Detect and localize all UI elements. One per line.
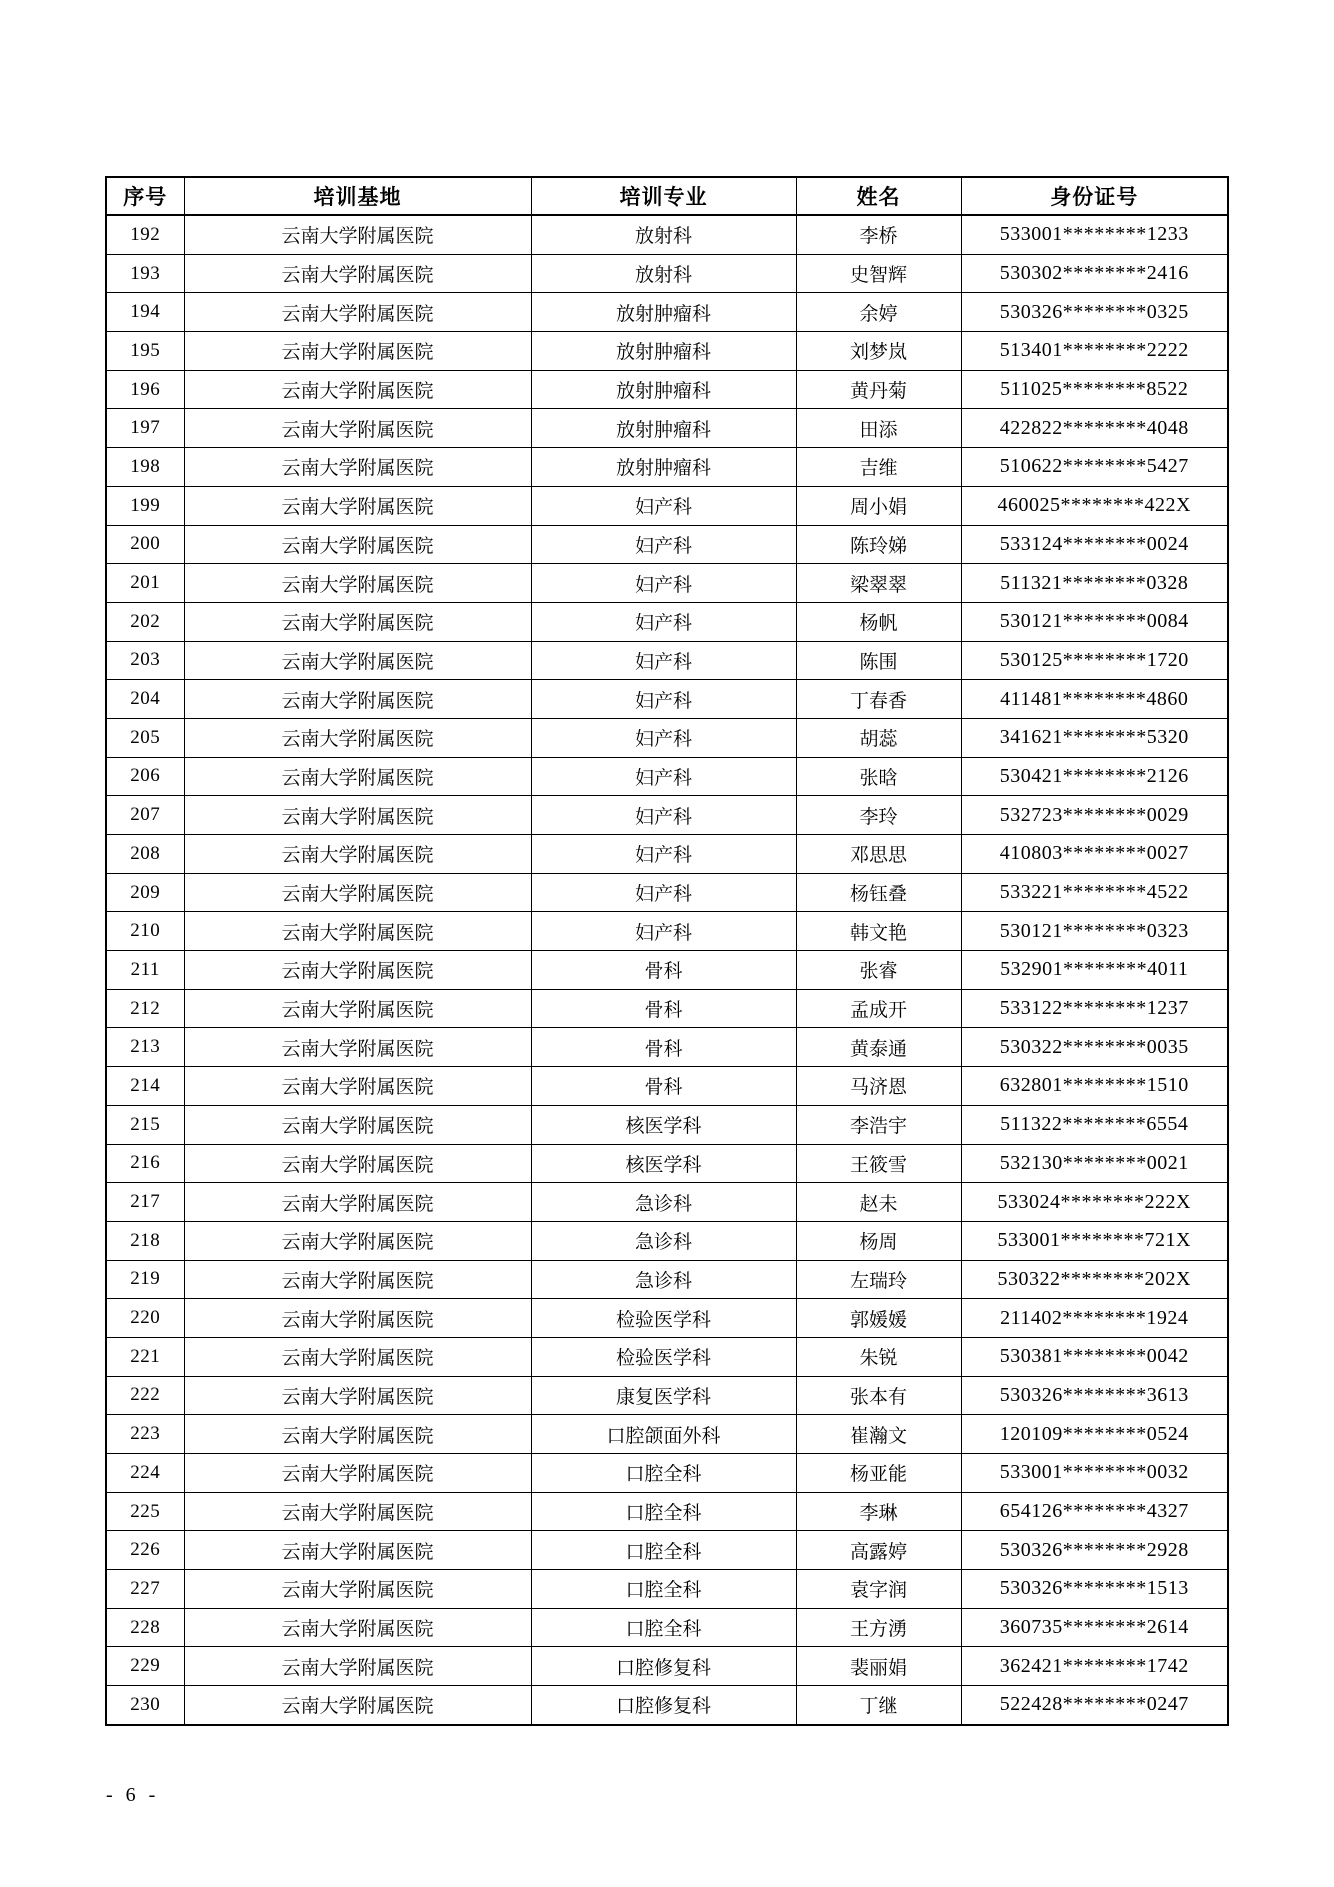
- cell-serial: 218: [106, 1221, 184, 1260]
- cell-training-base: 云南大学附属医院: [184, 912, 531, 951]
- cell-id-number: 532723********0029: [961, 796, 1228, 835]
- table-row: [106, 1570, 1228, 1609]
- cell-name: 左瑞玲: [796, 1260, 961, 1299]
- trainee-roster-table: [105, 176, 1229, 1726]
- cell-training-base: 云南大学附属医院: [184, 641, 531, 680]
- cell-name: 张晗: [796, 757, 961, 796]
- cell-name: 赵未: [796, 1183, 961, 1222]
- cell-id-number: 530421********2126: [961, 757, 1228, 796]
- cell-id-number: 530326********3613: [961, 1376, 1228, 1415]
- cell-specialty: 骨科: [531, 1067, 796, 1106]
- cell-name: 高露婷: [796, 1531, 961, 1570]
- cell-id-number: 411481********4860: [961, 680, 1228, 719]
- cell-specialty: 妇产科: [531, 835, 796, 874]
- table-row: [106, 293, 1228, 332]
- cell-specialty: 急诊科: [531, 1221, 796, 1260]
- cell-id-number: 533221********4522: [961, 873, 1228, 912]
- cell-training-base: 云南大学附属医院: [184, 1531, 531, 1570]
- table-row: [106, 1144, 1228, 1183]
- cell-name: 张睿: [796, 951, 961, 990]
- cell-id-number: 211402********1924: [961, 1299, 1228, 1338]
- cell-serial: 208: [106, 835, 184, 874]
- cell-specialty: 口腔修复科: [531, 1647, 796, 1686]
- cell-name: 王方湧: [796, 1608, 961, 1647]
- cell-specialty: 放射肿瘤科: [531, 448, 796, 487]
- cell-id-number: 632801********1510: [961, 1067, 1228, 1106]
- cell-serial: 200: [106, 525, 184, 564]
- cell-serial: 209: [106, 873, 184, 912]
- table-row: [106, 332, 1228, 371]
- cell-name: 崔瀚文: [796, 1415, 961, 1454]
- cell-name: 袁字润: [796, 1570, 961, 1609]
- cell-serial: 226: [106, 1531, 184, 1570]
- cell-name: 刘梦岚: [796, 332, 961, 371]
- cell-name: 李浩宇: [796, 1105, 961, 1144]
- cell-serial: 192: [106, 215, 184, 254]
- cell-specialty: 放射科: [531, 215, 796, 254]
- header-serial: 序号: [106, 177, 184, 215]
- cell-specialty: 妇产科: [531, 680, 796, 719]
- cell-name: 黄丹菊: [796, 370, 961, 409]
- cell-training-base: 云南大学附属医院: [184, 1608, 531, 1647]
- cell-name: 吉维: [796, 448, 961, 487]
- cell-name: 周小娟: [796, 486, 961, 525]
- cell-training-base: 云南大学附属医院: [184, 989, 531, 1028]
- cell-training-base: 云南大学附属医院: [184, 525, 531, 564]
- table-row: [106, 564, 1228, 603]
- cell-name: 陈围: [796, 641, 961, 680]
- table-row: [106, 757, 1228, 796]
- cell-name: 孟成开: [796, 989, 961, 1028]
- cell-id-number: 533001********721X: [961, 1221, 1228, 1260]
- cell-specialty: 口腔全科: [531, 1531, 796, 1570]
- table-row: [106, 254, 1228, 293]
- table-row: [106, 1608, 1228, 1647]
- table-row: [106, 641, 1228, 680]
- table-row: [106, 486, 1228, 525]
- cell-training-base: 云南大学附属医院: [184, 1221, 531, 1260]
- table-row: [106, 1299, 1228, 1338]
- cell-serial: 229: [106, 1647, 184, 1686]
- cell-id-number: 530322********0035: [961, 1028, 1228, 1067]
- cell-name: 王筱雪: [796, 1144, 961, 1183]
- cell-specialty: 口腔全科: [531, 1454, 796, 1493]
- cell-serial: 201: [106, 564, 184, 603]
- cell-name: 杨周: [796, 1221, 961, 1260]
- cell-training-base: 云南大学附属医院: [184, 215, 531, 254]
- cell-specialty: 检验医学科: [531, 1299, 796, 1338]
- table-body: [106, 215, 1228, 1725]
- cell-specialty: 检验医学科: [531, 1337, 796, 1376]
- cell-serial: 217: [106, 1183, 184, 1222]
- header-id-number: 身份证号: [961, 177, 1228, 215]
- cell-specialty: 妇产科: [531, 718, 796, 757]
- cell-name: 陈玲娣: [796, 525, 961, 564]
- cell-serial: 203: [106, 641, 184, 680]
- cell-id-number: 532130********0021: [961, 1144, 1228, 1183]
- table-row: [106, 1647, 1228, 1686]
- cell-id-number: 530302********2416: [961, 254, 1228, 293]
- cell-serial: 207: [106, 796, 184, 835]
- cell-name: 杨亚能: [796, 1454, 961, 1493]
- cell-serial: 210: [106, 912, 184, 951]
- cell-specialty: 妇产科: [531, 796, 796, 835]
- cell-id-number: 533001********0032: [961, 1454, 1228, 1493]
- cell-id-number: 422822********4048: [961, 409, 1228, 448]
- table-row: [106, 796, 1228, 835]
- cell-name: 黄泰通: [796, 1028, 961, 1067]
- cell-training-base: 云南大学附属医院: [184, 757, 531, 796]
- cell-training-base: 云南大学附属医院: [184, 951, 531, 990]
- cell-specialty: 妇产科: [531, 757, 796, 796]
- table-row: [106, 1686, 1228, 1725]
- cell-training-base: 云南大学附属医院: [184, 1376, 531, 1415]
- cell-training-base: 云南大学附属医院: [184, 680, 531, 719]
- cell-id-number: 533124********0024: [961, 525, 1228, 564]
- cell-name: 田添: [796, 409, 961, 448]
- cell-serial: 219: [106, 1260, 184, 1299]
- cell-name: 杨钰叠: [796, 873, 961, 912]
- header-training-base: 培训基地: [184, 177, 531, 215]
- table-row: [106, 1337, 1228, 1376]
- cell-training-base: 云南大学附属医院: [184, 1105, 531, 1144]
- cell-id-number: 360735********2614: [961, 1608, 1228, 1647]
- cell-name: 朱锐: [796, 1337, 961, 1376]
- cell-name: 马济恩: [796, 1067, 961, 1106]
- cell-training-base: 云南大学附属医院: [184, 1492, 531, 1531]
- table-row: [106, 1183, 1228, 1222]
- cell-training-base: 云南大学附属医院: [184, 370, 531, 409]
- cell-id-number: 460025********422X: [961, 486, 1228, 525]
- cell-specialty: 急诊科: [531, 1260, 796, 1299]
- cell-specialty: 放射肿瘤科: [531, 370, 796, 409]
- cell-training-base: 云南大学附属医院: [184, 1299, 531, 1338]
- table-row: [106, 1376, 1228, 1415]
- cell-specialty: 妇产科: [531, 602, 796, 641]
- cell-id-number: 530121********0323: [961, 912, 1228, 951]
- cell-training-base: 云南大学附属医院: [184, 796, 531, 835]
- table-row: [106, 989, 1228, 1028]
- cell-specialty: 妇产科: [531, 486, 796, 525]
- cell-serial: 196: [106, 370, 184, 409]
- cell-training-base: 云南大学附属医院: [184, 293, 531, 332]
- cell-name: 李玲: [796, 796, 961, 835]
- cell-id-number: 510622********5427: [961, 448, 1228, 487]
- cell-training-base: 云南大学附属医院: [184, 409, 531, 448]
- cell-serial: 228: [106, 1608, 184, 1647]
- table-row: [106, 912, 1228, 951]
- cell-specialty: 骨科: [531, 989, 796, 1028]
- cell-serial: 223: [106, 1415, 184, 1454]
- cell-name: 史智辉: [796, 254, 961, 293]
- table-row: [106, 370, 1228, 409]
- cell-id-number: 511322********6554: [961, 1105, 1228, 1144]
- cell-id-number: 362421********1742: [961, 1647, 1228, 1686]
- cell-specialty: 口腔修复科: [531, 1686, 796, 1725]
- table-row: [106, 525, 1228, 564]
- cell-specialty: 康复医学科: [531, 1376, 796, 1415]
- cell-serial: 206: [106, 757, 184, 796]
- header-specialty: 培训专业: [531, 177, 796, 215]
- cell-serial: 195: [106, 332, 184, 371]
- cell-id-number: 522428********0247: [961, 1686, 1228, 1725]
- cell-training-base: 云南大学附属医院: [184, 835, 531, 874]
- cell-serial: 197: [106, 409, 184, 448]
- cell-training-base: 云南大学附属医院: [184, 486, 531, 525]
- cell-serial: 227: [106, 1570, 184, 1609]
- table-header-row: [106, 177, 1228, 215]
- table-row: [106, 1415, 1228, 1454]
- cell-training-base: 云南大学附属医院: [184, 1144, 531, 1183]
- cell-training-base: 云南大学附属医院: [184, 332, 531, 371]
- cell-serial: 211: [106, 951, 184, 990]
- cell-specialty: 骨科: [531, 1028, 796, 1067]
- cell-id-number: 532901********4011: [961, 951, 1228, 990]
- cell-serial: 214: [106, 1067, 184, 1106]
- cell-specialty: 放射科: [531, 254, 796, 293]
- table-row: [106, 1260, 1228, 1299]
- table-row: [106, 1531, 1228, 1570]
- cell-serial: 199: [106, 486, 184, 525]
- cell-name: 邓思思: [796, 835, 961, 874]
- table-row: [106, 1067, 1228, 1106]
- cell-training-base: 云南大学附属医院: [184, 1337, 531, 1376]
- cell-specialty: 口腔颌面外科: [531, 1415, 796, 1454]
- cell-training-base: 云南大学附属医院: [184, 564, 531, 603]
- table-row: [106, 602, 1228, 641]
- cell-id-number: 530322********202X: [961, 1260, 1228, 1299]
- cell-training-base: 云南大学附属医院: [184, 718, 531, 757]
- cell-specialty: 放射肿瘤科: [531, 332, 796, 371]
- cell-serial: 222: [106, 1376, 184, 1415]
- cell-serial: 230: [106, 1686, 184, 1725]
- cell-specialty: 骨科: [531, 951, 796, 990]
- cell-serial: 221: [106, 1337, 184, 1376]
- cell-specialty: 口腔全科: [531, 1570, 796, 1609]
- cell-name: 郭媛媛: [796, 1299, 961, 1338]
- cell-serial: 212: [106, 989, 184, 1028]
- cell-id-number: 120109********0524: [961, 1415, 1228, 1454]
- cell-id-number: 341621********5320: [961, 718, 1228, 757]
- cell-training-base: 云南大学附属医院: [184, 1647, 531, 1686]
- cell-specialty: 妇产科: [531, 525, 796, 564]
- cell-specialty: 放射肿瘤科: [531, 293, 796, 332]
- cell-id-number: 530326********0325: [961, 293, 1228, 332]
- cell-specialty: 妇产科: [531, 641, 796, 680]
- cell-serial: 224: [106, 1454, 184, 1493]
- cell-specialty: 妇产科: [531, 912, 796, 951]
- table-row: [106, 1221, 1228, 1260]
- cell-serial: 220: [106, 1299, 184, 1338]
- cell-name: 梁翠翠: [796, 564, 961, 603]
- cell-serial: 204: [106, 680, 184, 719]
- cell-id-number: 511025********8522: [961, 370, 1228, 409]
- cell-id-number: 533122********1237: [961, 989, 1228, 1028]
- table-row: [106, 680, 1228, 719]
- cell-specialty: 核医学科: [531, 1105, 796, 1144]
- cell-id-number: 530326********2928: [961, 1531, 1228, 1570]
- cell-serial: 205: [106, 718, 184, 757]
- cell-specialty: 妇产科: [531, 873, 796, 912]
- cell-specialty: 核医学科: [531, 1144, 796, 1183]
- cell-training-base: 云南大学附属医院: [184, 1570, 531, 1609]
- table-row: [106, 1454, 1228, 1493]
- cell-training-base: 云南大学附属医院: [184, 1067, 531, 1106]
- cell-id-number: 530326********1513: [961, 1570, 1228, 1609]
- table-row: [106, 873, 1228, 912]
- cell-name: 李琳: [796, 1492, 961, 1531]
- table-row: [106, 448, 1228, 487]
- cell-id-number: 530125********1720: [961, 641, 1228, 680]
- cell-serial: 215: [106, 1105, 184, 1144]
- cell-name: 丁继: [796, 1686, 961, 1725]
- cell-name: 杨帆: [796, 602, 961, 641]
- cell-serial: 225: [106, 1492, 184, 1531]
- cell-serial: 198: [106, 448, 184, 487]
- cell-training-base: 云南大学附属医院: [184, 602, 531, 641]
- cell-name: 余婷: [796, 293, 961, 332]
- table-row: [106, 409, 1228, 448]
- cell-training-base: 云南大学附属医院: [184, 448, 531, 487]
- cell-serial: 194: [106, 293, 184, 332]
- cell-id-number: 513401********2222: [961, 332, 1228, 371]
- cell-training-base: 云南大学附属医院: [184, 873, 531, 912]
- page-number: - 6 -: [106, 1784, 160, 1806]
- cell-serial: 213: [106, 1028, 184, 1067]
- table-row: [106, 835, 1228, 874]
- cell-training-base: 云南大学附属医院: [184, 1028, 531, 1067]
- cell-training-base: 云南大学附属医院: [184, 1454, 531, 1493]
- cell-id-number: 530121********0084: [961, 602, 1228, 641]
- cell-name: 张本有: [796, 1376, 961, 1415]
- table-row: [106, 718, 1228, 757]
- cell-id-number: 533024********222X: [961, 1183, 1228, 1222]
- table-row: [106, 215, 1228, 254]
- cell-training-base: 云南大学附属医院: [184, 1260, 531, 1299]
- cell-id-number: 533001********1233: [961, 215, 1228, 254]
- cell-name: 李桥: [796, 215, 961, 254]
- cell-serial: 193: [106, 254, 184, 293]
- cell-serial: 216: [106, 1144, 184, 1183]
- cell-name: 胡蕊: [796, 718, 961, 757]
- cell-specialty: 妇产科: [531, 564, 796, 603]
- cell-training-base: 云南大学附属医院: [184, 1415, 531, 1454]
- cell-name: 韩文艳: [796, 912, 961, 951]
- table-row: [106, 1492, 1228, 1531]
- cell-id-number: 511321********0328: [961, 564, 1228, 603]
- cell-training-base: 云南大学附属医院: [184, 1686, 531, 1725]
- cell-specialty: 口腔全科: [531, 1608, 796, 1647]
- cell-name: 裴丽娟: [796, 1647, 961, 1686]
- header-name: 姓名: [796, 177, 961, 215]
- cell-specialty: 口腔全科: [531, 1492, 796, 1531]
- cell-serial: 202: [106, 602, 184, 641]
- cell-specialty: 急诊科: [531, 1183, 796, 1222]
- cell-training-base: 云南大学附属医院: [184, 254, 531, 293]
- table-row: [106, 1028, 1228, 1067]
- cell-id-number: 654126********4327: [961, 1492, 1228, 1531]
- cell-name: 丁春香: [796, 680, 961, 719]
- cell-specialty: 放射肿瘤科: [531, 409, 796, 448]
- table-row: [106, 951, 1228, 990]
- cell-id-number: 530381********0042: [961, 1337, 1228, 1376]
- table-row: [106, 1105, 1228, 1144]
- cell-training-base: 云南大学附属医院: [184, 1183, 531, 1222]
- cell-id-number: 410803********0027: [961, 835, 1228, 874]
